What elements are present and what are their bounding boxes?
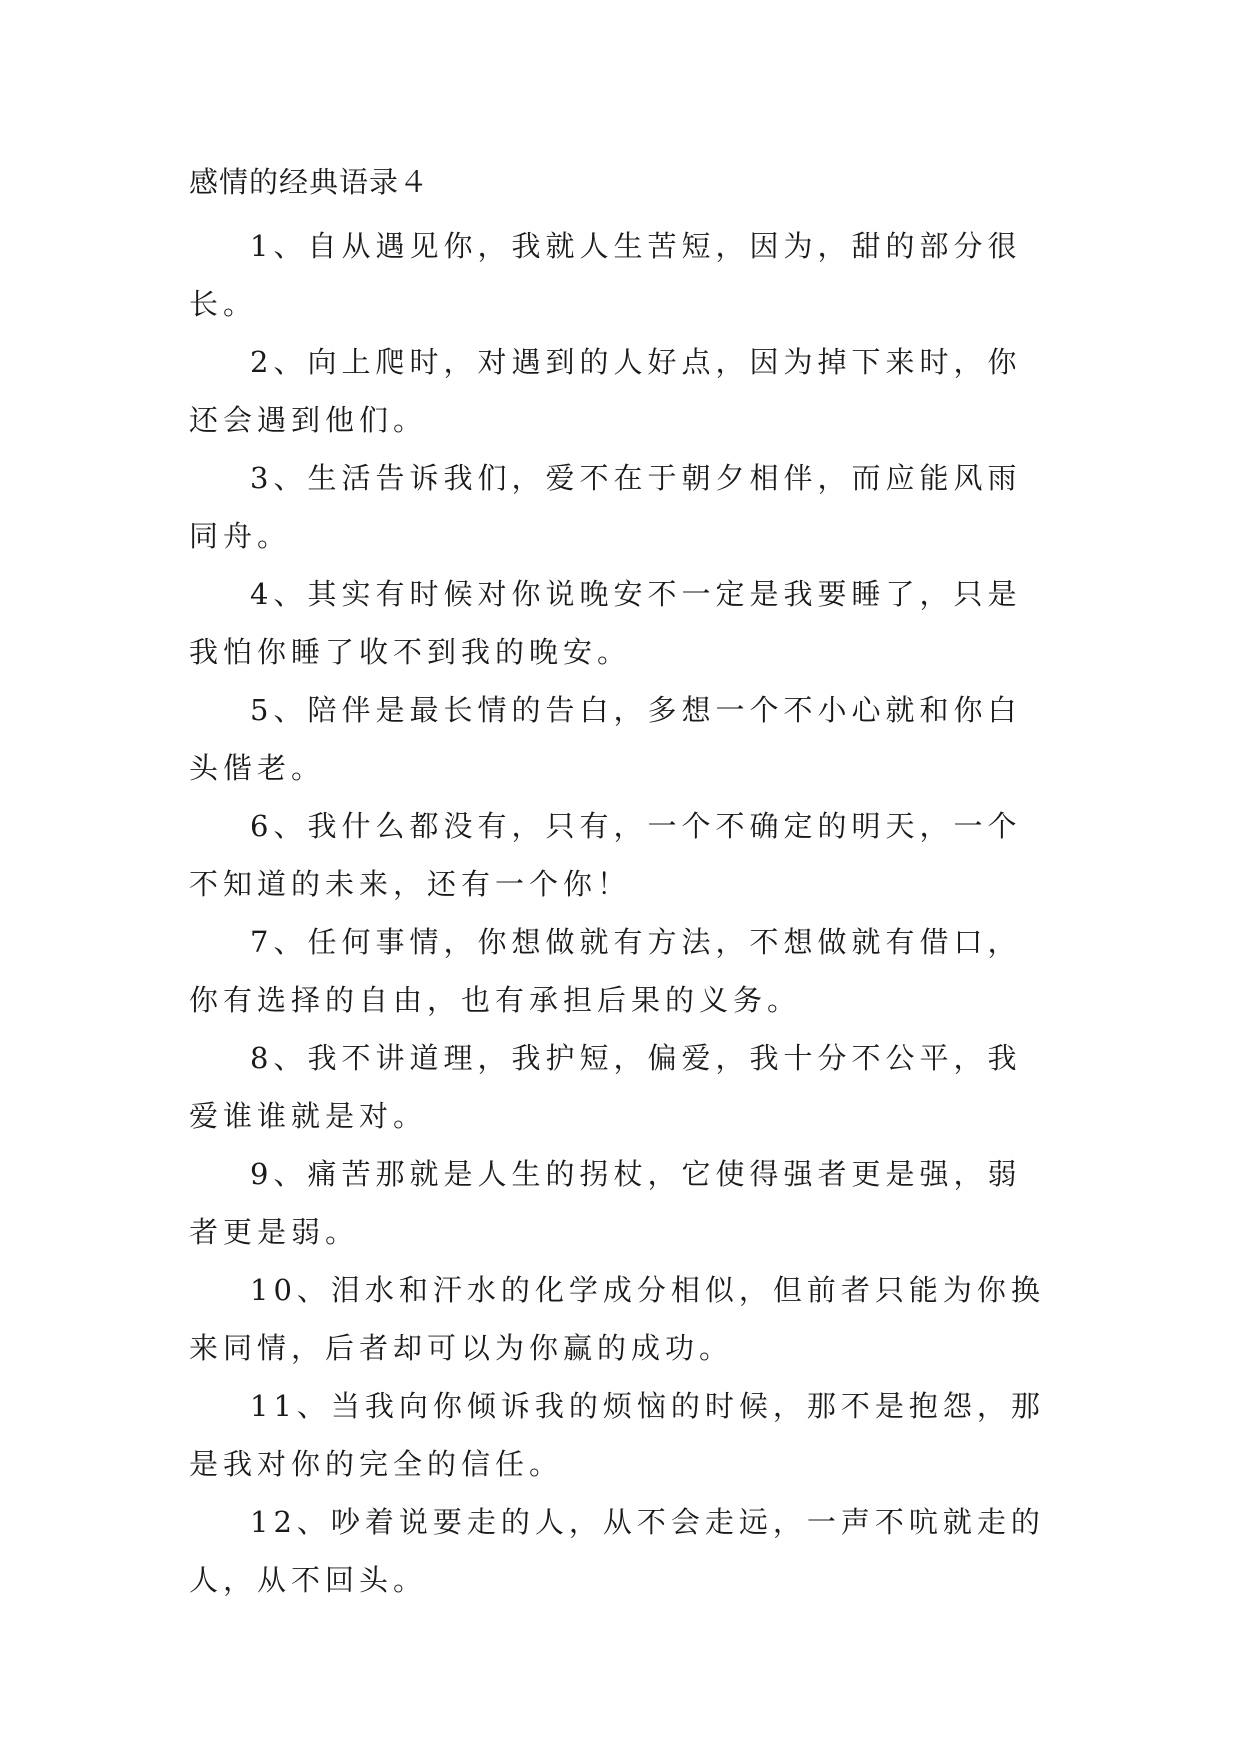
quote-paragraph-7: 7、任何事情，你想做就有方法，不想做就有借口，你有选择的自由，也有承担后果的义务。	[189, 925, 1022, 1017]
document-title: 感情的经典语录４	[189, 165, 430, 199]
quote-paragraph-3: 3、生活告诉我们，爱不在于朝夕相伴，而应能风雨同舟。	[189, 461, 1022, 553]
quote-paragraph-2: 2、向上爬时，对遇到的人好点，因为掉下来时，你还会遇到他们。	[189, 345, 1022, 437]
quote-paragraph-10: 10、泪水和汗水的化学成分相似，但前者只能为你换来同情，后者却可以为你赢的成功。	[189, 1273, 1045, 1365]
document-body	[189, 217, 1055, 1609]
quote-paragraph-5: 5、陪伴是最长情的告白，多想一个不小心就和你白头偕老。	[189, 693, 1022, 785]
quote-paragraph-8: 8、我不讲道理，我护短，偏爱，我十分不公平，我爱谁谁就是对。	[189, 1041, 1022, 1133]
quote-paragraph-6: 6、我什么都没有，只有，一个不确定的明天，一个不知道的未来，还有一个你！	[189, 809, 1022, 901]
quote-paragraph-9: 9、痛苦那就是人生的拐杖，它使得强者更是强，弱者更是弱。	[189, 1157, 1022, 1249]
quote-paragraph-11: 11、当我向你倾诉我的烦恼的时候，那不是抱怨，那是我对你的完全的信任。	[189, 1389, 1045, 1481]
quote-paragraph-4: 4、其实有时候对你说晚安不一定是我要睡了，只是我怕你睡了收不到我的晚安。	[189, 577, 1022, 669]
quote-paragraph-1: 1、自从遇见你，我就人生苦短，因为，甜的部分很长。	[189, 229, 1022, 321]
quote-paragraph-12: 12、吵着说要走的人，从不会走远，一声不吭就走的人，从不回头。	[189, 1505, 1045, 1597]
